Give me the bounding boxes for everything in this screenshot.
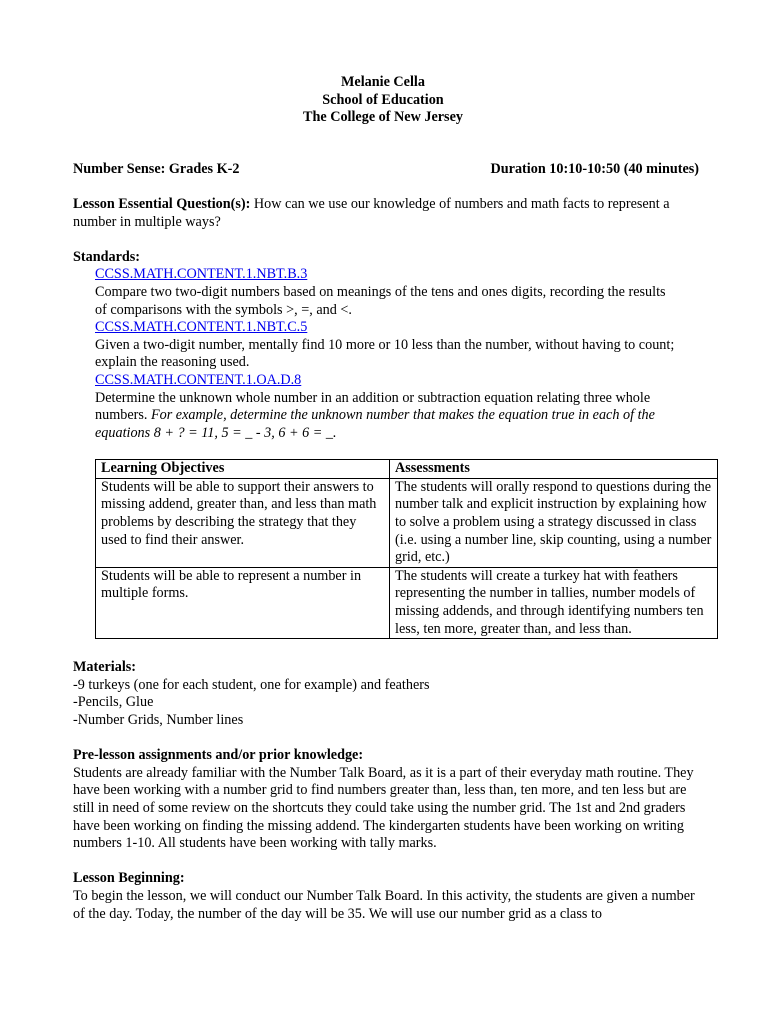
standards-list	[73, 266, 675, 442]
table-header-assessments: Assessments	[390, 460, 718, 479]
lesson-beginning-heading: Lesson Beginning:	[73, 870, 185, 887]
standard-item	[95, 372, 675, 442]
prior-knowledge-section	[73, 747, 717, 853]
objective-cell: Students will be able to support their answers to missing addend, greater than, and less than math problems by describing the strategy that they used to find their answer.	[96, 478, 390, 567]
assessment-cell: The students will orally respond to questions during the number talk and explicit instruction by explaining how to solve a problem using a strategy discussed in class (i.e. using a number line, skip counting, using a number grid, etc.)	[390, 478, 718, 567]
standard-link[interactable]: CCSS.MATH.CONTENT.1.NBT.C.5	[95, 319, 308, 336]
essential-question	[73, 196, 703, 231]
objective-cell: Students will be able to represent a number in multiple forms.	[96, 567, 390, 638]
author-header	[73, 74, 693, 127]
standards-heading: Standards:	[73, 248, 141, 265]
materials-item: -9 turkeys (one for each student, one for example) and feathers	[73, 676, 430, 693]
lesson-title-row	[73, 160, 699, 179]
materials-item: -Pencils, Glue	[73, 694, 154, 711]
standard-item	[95, 266, 675, 319]
lesson-beginning-text: To begin the lesson, we will conduct our Number Talk Board. In this activity, the students are given a number of the day. Today, the number of the day will be 35. We will use our number grid as a class to	[73, 887, 695, 922]
standard-description: Compare two two-digit numbers based on meanings of the tens and ones digits, recording the results of comparisons with the symbols >, =, and <.	[95, 283, 666, 318]
lesson-duration: Duration 10:10-10:50 (40 minutes)	[490, 160, 699, 177]
standard-description	[95, 390, 675, 443]
essential-question-text: How can we use our knowledge of numbers and math facts to represent a number in multiple ways?	[73, 195, 670, 230]
standard-description: Given a two-digit number, mentally find 10 more or 10 less than the number, without having to count; explain the reasoning used.	[95, 336, 675, 371]
standard-link[interactable]: CCSS.MATH.CONTENT.1.NBT.B.3	[95, 266, 308, 283]
standard-link[interactable]: CCSS.MATH.CONTENT.1.OA.D.8	[95, 371, 302, 388]
table-row	[96, 478, 718, 567]
table-row	[96, 567, 718, 638]
table-header-row	[96, 460, 718, 479]
standard-example: For example, determine the unknown number that makes the equation true in each of the equations 8 + ? = 11, 5 = _ - 3, 6 + 6 = _.	[95, 407, 655, 441]
lesson-beginning-section	[73, 870, 717, 923]
standard-description-text: Determine the unknown whole number in an addition or subtraction equation relating three whole numbers.	[95, 389, 651, 424]
materials-heading: Materials:	[73, 659, 137, 676]
essential-question-label: Lesson Essential Question(s):	[73, 195, 251, 212]
objectives-table	[95, 459, 718, 639]
assessment-cell: The students will create a turkey hat with feathers representing the number in tallies, number models of missing addends, and through identifying numbers ten less, ten more, greater than, and less than.	[390, 567, 718, 638]
school-name: School of Education	[322, 91, 444, 108]
author-name: Melanie Cella	[341, 74, 425, 90]
prior-knowledge-text: Students are already familiar with the Number Talk Board, as it is a part of their everyday math routine. They have been working with a number grid to find numbers greater than, less than, ten more, and ten less but are still in need of some review on the shortcuts they could take using the number grid. The 1st and 2nd graders have been working on finding the missing addend. The kindergarten students have been working on writing numbers 1-10. All students have been working with tally marks.	[73, 764, 694, 852]
standard-item	[95, 319, 675, 372]
prior-knowledge-heading: Pre-lesson assignments and/or prior knowledge:	[73, 747, 364, 764]
materials-item: -Number Grids, Number lines	[73, 712, 244, 728]
materials-section	[73, 659, 717, 729]
standards-section	[73, 249, 717, 443]
document-page	[73, 74, 717, 923]
table-header-objectives: Learning Objectives	[96, 460, 390, 479]
college-name: The College of New Jersey	[303, 109, 463, 126]
lesson-title: Number Sense: Grades K-2	[73, 160, 240, 177]
